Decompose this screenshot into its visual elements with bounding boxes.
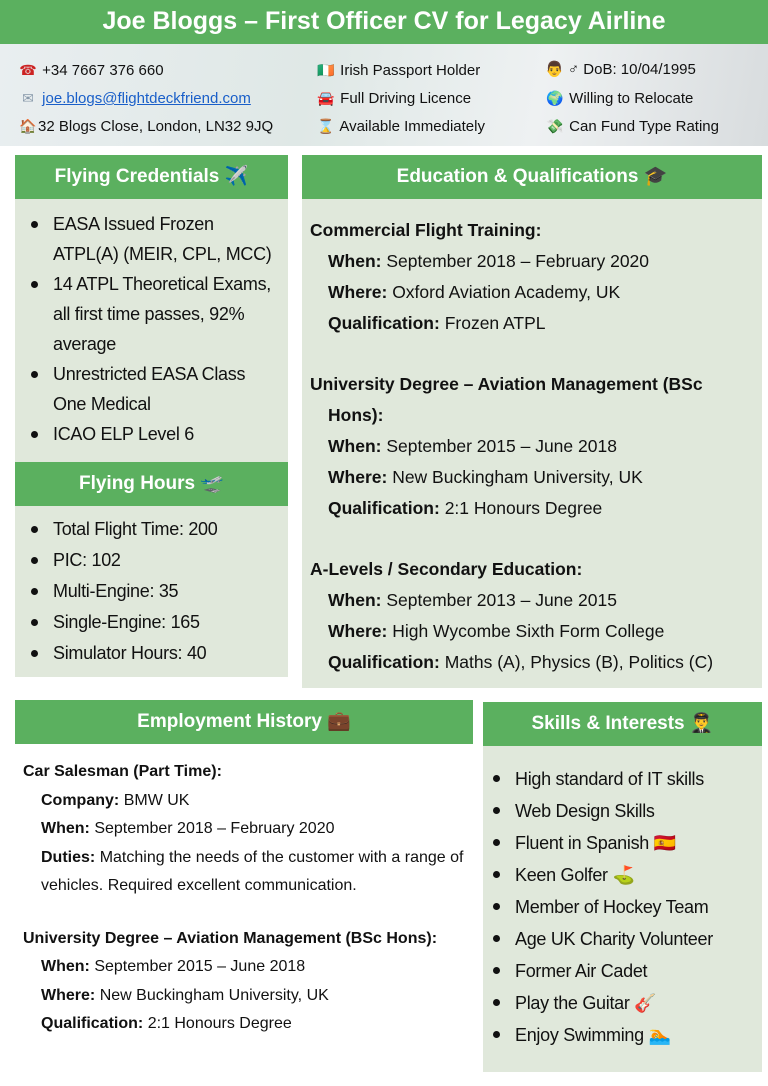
list-item: Enjoy Swimming 🏊 <box>489 1019 756 1051</box>
label: When: <box>41 958 90 975</box>
job-where: New Buckingham University, UK <box>99 986 329 1004</box>
list-item: Web Design Skills <box>489 795 756 827</box>
telephone-icon: ☎ <box>19 62 37 78</box>
education-where: High Wycombe Sixth Form College <box>392 621 665 641</box>
section-heading: Employment History 💼 <box>15 700 473 744</box>
label: Where: <box>328 621 388 641</box>
label: When: <box>328 590 382 610</box>
money-icon: 💸 <box>546 118 564 134</box>
flying-hours-section <box>15 462 288 677</box>
cv-title: Joe Bloggs – First Officer CV for Legacy Airline <box>0 0 768 44</box>
relocate-row <box>545 86 719 114</box>
flying-credentials-section <box>15 155 288 462</box>
dob-text: DoB: 10/04/1995 <box>583 61 696 78</box>
list-item: 14 ATPL Theoretical Exams, all first time passes, 92% average <box>27 269 282 359</box>
job-qual: 2:1 Honours Degree <box>147 1015 292 1032</box>
job-title: University Degree – Aviation Management (BSc Hons): <box>23 929 438 947</box>
label: Duties: <box>41 848 96 866</box>
education-qual: Frozen ATPL <box>444 313 546 333</box>
label: Qualification: <box>328 652 440 672</box>
licence-text: Full Driving Licence <box>340 90 472 107</box>
address: 32 Blogs Close, London, LN32 9JQ <box>38 118 274 135</box>
section-heading: Flying Hours 🛫 <box>15 462 288 506</box>
education-title: Commercial Flight Training: <box>310 220 542 240</box>
list-item: EASA Issued Frozen ATPL(A) (MEIR, CPL, MCC) <box>27 209 282 269</box>
car-icon: 🚘 <box>317 90 335 106</box>
house-icon: 🏠 <box>19 118 37 134</box>
education-title: University Degree – Aviation Management (BSc Hons): <box>310 374 703 425</box>
list-item: Total Flight Time: 200 <box>27 514 282 545</box>
list-item: Former Air Cadet <box>489 955 756 987</box>
left-column <box>15 155 288 677</box>
label: When: <box>328 251 382 271</box>
list-item: Age UK Charity Volunteer <box>489 923 756 955</box>
contact-band <box>0 44 768 146</box>
section-heading: Flying Credentials ✈️ <box>15 155 288 199</box>
label: Where: <box>328 282 388 302</box>
list-item: Simulator Hours: 40 <box>27 638 282 669</box>
list-item: Single-Engine: 165 <box>27 607 282 638</box>
label: Where: <box>328 467 388 487</box>
list-item: Multi-Engine: 35 <box>27 576 282 607</box>
list-item: Member of Hockey Team <box>489 891 756 923</box>
job-company: BMW UK <box>123 791 190 809</box>
job-when: September 2018 – February 2020 <box>94 820 335 837</box>
list-item: Play the Guitar 🎸 <box>489 987 756 1019</box>
dob-row <box>545 58 719 86</box>
list-item: High standard of IT skills <box>489 763 756 795</box>
job-duties: Matching the needs of the customer with a range of vehicles. Required excellent communication. <box>41 848 464 894</box>
person-icon: 👨 ♂ <box>545 61 580 78</box>
label: When: <box>41 820 90 837</box>
education-where: Oxford Aviation Academy, UK <box>392 282 621 302</box>
availability-text: Available Immediately <box>339 118 485 135</box>
education-qual: 2:1 Honours Degree <box>444 498 603 518</box>
phone-number: +34 7667 376 660 <box>42 62 164 79</box>
passport-text: Irish Passport Holder <box>340 62 481 79</box>
fund-row <box>545 114 719 142</box>
education-where: New Buckingham University, UK <box>392 467 643 487</box>
section-heading: Education & Qualifications 🎓 <box>302 155 762 199</box>
list-item: Unrestricted EASA Class One Medical <box>27 359 282 419</box>
label: Company: <box>41 791 120 809</box>
relocate-text: Willing to Relocate <box>569 90 694 107</box>
education-when: September 2015 – June 2018 <box>386 436 617 456</box>
globe-icon: 🌍 <box>546 90 564 106</box>
education-section <box>302 155 762 688</box>
email-row <box>18 86 273 114</box>
skills-section <box>483 702 762 1072</box>
availability-row <box>316 114 485 142</box>
list-item: ICAO ELP Level 6 <box>27 419 282 449</box>
list-item: Fluent in Spanish 🇪🇸 <box>489 827 756 859</box>
hourglass-icon: ⌛ <box>317 118 335 134</box>
address-row <box>18 114 273 142</box>
list-item: Keen Golfer ⛳ <box>489 859 756 891</box>
education-when: September 2013 – June 2015 <box>386 590 617 610</box>
passport-row <box>316 58 485 86</box>
education-when: September 2018 – February 2020 <box>386 251 650 271</box>
label: When: <box>328 436 382 456</box>
phone-row <box>18 58 273 86</box>
email-link[interactable]: joe.blogs@flightdeckfriend.com <box>42 90 251 107</box>
section-heading: Skills & Interests 👨‍✈️ <box>483 702 762 746</box>
label: Where: <box>41 986 96 1004</box>
label: Qualification: <box>328 313 440 333</box>
email-icon: ✉ <box>22 90 34 106</box>
fund-text: Can Fund Type Rating <box>569 118 719 135</box>
label: Qualification: <box>328 498 440 518</box>
licence-row <box>316 86 485 114</box>
job-title: Car Salesman (Part Time): <box>23 763 222 780</box>
employment-section <box>15 700 473 1080</box>
job-when: September 2015 – June 2018 <box>94 958 306 975</box>
education-title: A-Levels / Secondary Education: <box>310 559 583 579</box>
irish-flag-icon: 🇮🇪 <box>317 62 335 78</box>
list-item: PIC: 102 <box>27 545 282 576</box>
label: Qualification: <box>41 1015 144 1032</box>
education-qual: Maths (A), Physics (B), Politics (C) <box>444 652 714 672</box>
